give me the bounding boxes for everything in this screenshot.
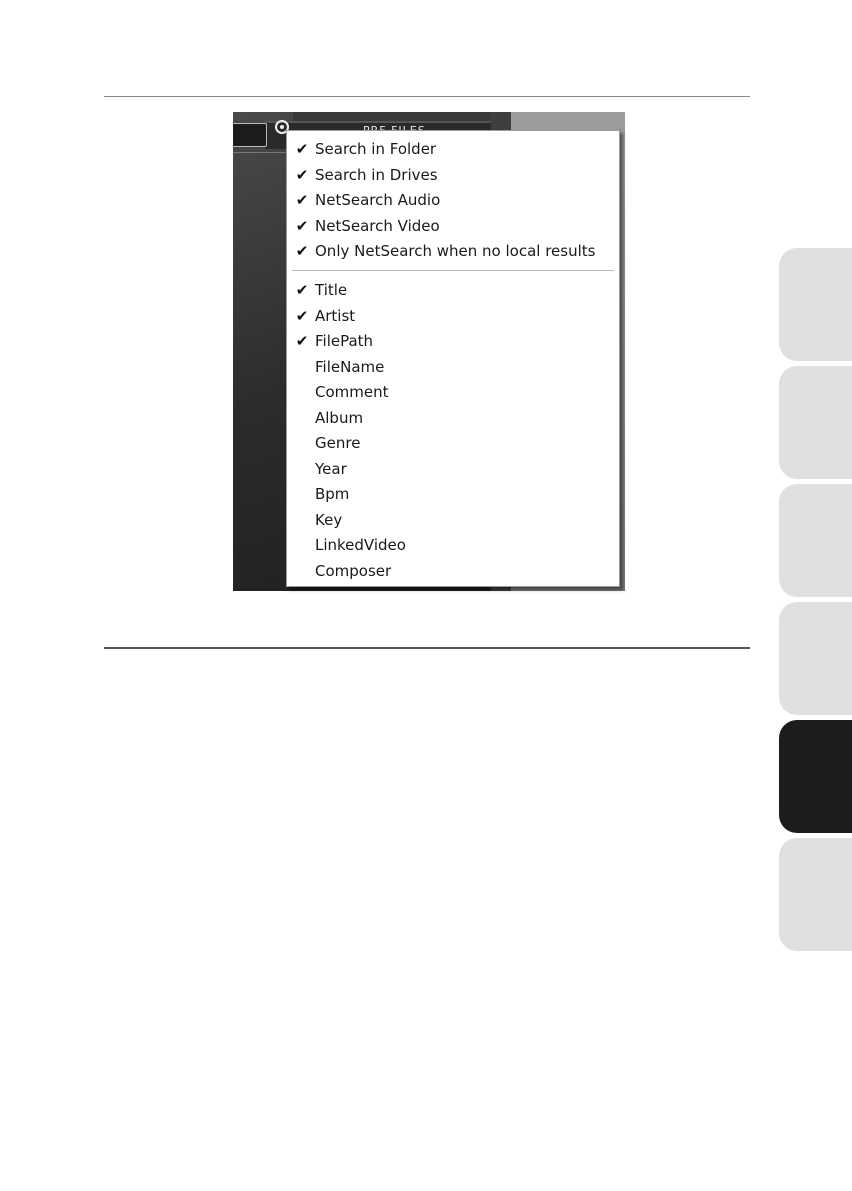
menu-item-label: Album [315, 408, 364, 427]
checkmark-empty [294, 533, 310, 558]
menu-item-label: FilePath [315, 332, 374, 350]
menu-item-label: NetSearch Video [315, 216, 440, 235]
menu-item-label: Bpm [315, 485, 350, 503]
menu-item-label: NetSearch Audio [315, 191, 441, 209]
menu-item-label: Search in Folder [315, 140, 437, 158]
menu-item-title[interactable] [287, 278, 619, 303]
menu-item-year[interactable] [287, 457, 619, 482]
menu-separator [292, 270, 614, 271]
chapter-tab-6[interactable] [779, 838, 852, 951]
menu-item-netsearch-video[interactable] [287, 214, 619, 239]
menu-item-key[interactable] [287, 508, 619, 533]
checkmark-icon: ✔ [295, 216, 309, 235]
checkmark-empty [294, 508, 310, 533]
chapter-tab-5[interactable] [779, 720, 852, 833]
checkmark-icon: ✔ [295, 332, 309, 350]
menu-item-label: Only NetSearch when no local results [315, 242, 596, 260]
menu-item-label: FileName [315, 357, 385, 376]
checkmark-icon: ✔ [295, 306, 309, 325]
checkmark-icon: ✔ [295, 165, 309, 184]
menu-item-genre[interactable] [287, 431, 619, 456]
search-options-menu [286, 130, 620, 587]
menu-item-filepath[interactable] [287, 329, 619, 354]
menu-item-only-netsearch-when-no-local-results[interactable] [287, 239, 619, 264]
menu-item-label: Genre [315, 434, 361, 452]
checkmark-empty [294, 559, 310, 584]
checkmark-empty [294, 482, 310, 507]
menu-item-album[interactable] [287, 406, 619, 431]
checkmark-icon: ✔ [295, 242, 309, 260]
checkmark-empty [294, 380, 310, 405]
menu-item-filename[interactable] [287, 355, 619, 380]
menu-item-label: Key [315, 510, 343, 529]
menu-item-search-in-folder[interactable] [287, 137, 619, 162]
checkmark-empty [294, 355, 310, 380]
top-rule [104, 96, 750, 97]
menu-item-label: Artist [315, 306, 356, 325]
menu-item-label: Composer [315, 561, 392, 580]
menu-item-label: LinkedVideo [315, 536, 406, 554]
screenshot-divider [233, 152, 293, 153]
menu-item-label: Comment [315, 383, 389, 401]
menu-item-bpm[interactable] [287, 482, 619, 507]
chapter-tab-1[interactable] [779, 248, 852, 361]
menu-item-label: Year [315, 459, 347, 478]
screenshot-search-box [233, 123, 267, 147]
checkmark-empty [294, 431, 310, 456]
menu-item-search-in-drives[interactable] [287, 163, 619, 188]
menu-item-composer[interactable] [287, 559, 619, 584]
chapter-tab-3[interactable] [779, 484, 852, 597]
checkmark-icon: ✔ [295, 281, 309, 299]
checkmark-empty [294, 406, 310, 431]
chapter-tab-4[interactable] [779, 602, 852, 715]
menu-item-label: Title [315, 281, 348, 299]
menu-item-comment[interactable] [287, 380, 619, 405]
chapter-tab-2[interactable] [779, 366, 852, 479]
menu-item-label: Search in Drives [315, 165, 438, 184]
menu-item-netsearch-audio[interactable] [287, 188, 619, 213]
menu-item-artist[interactable] [287, 304, 619, 329]
checkmark-icon: ✔ [295, 191, 309, 209]
checkmark-icon: ✔ [295, 140, 309, 158]
bottom-rule [104, 647, 750, 649]
checkmark-empty [294, 457, 310, 482]
screenshot-left-panel [233, 112, 293, 591]
menu-item-linkedvideo[interactable] [287, 533, 619, 558]
